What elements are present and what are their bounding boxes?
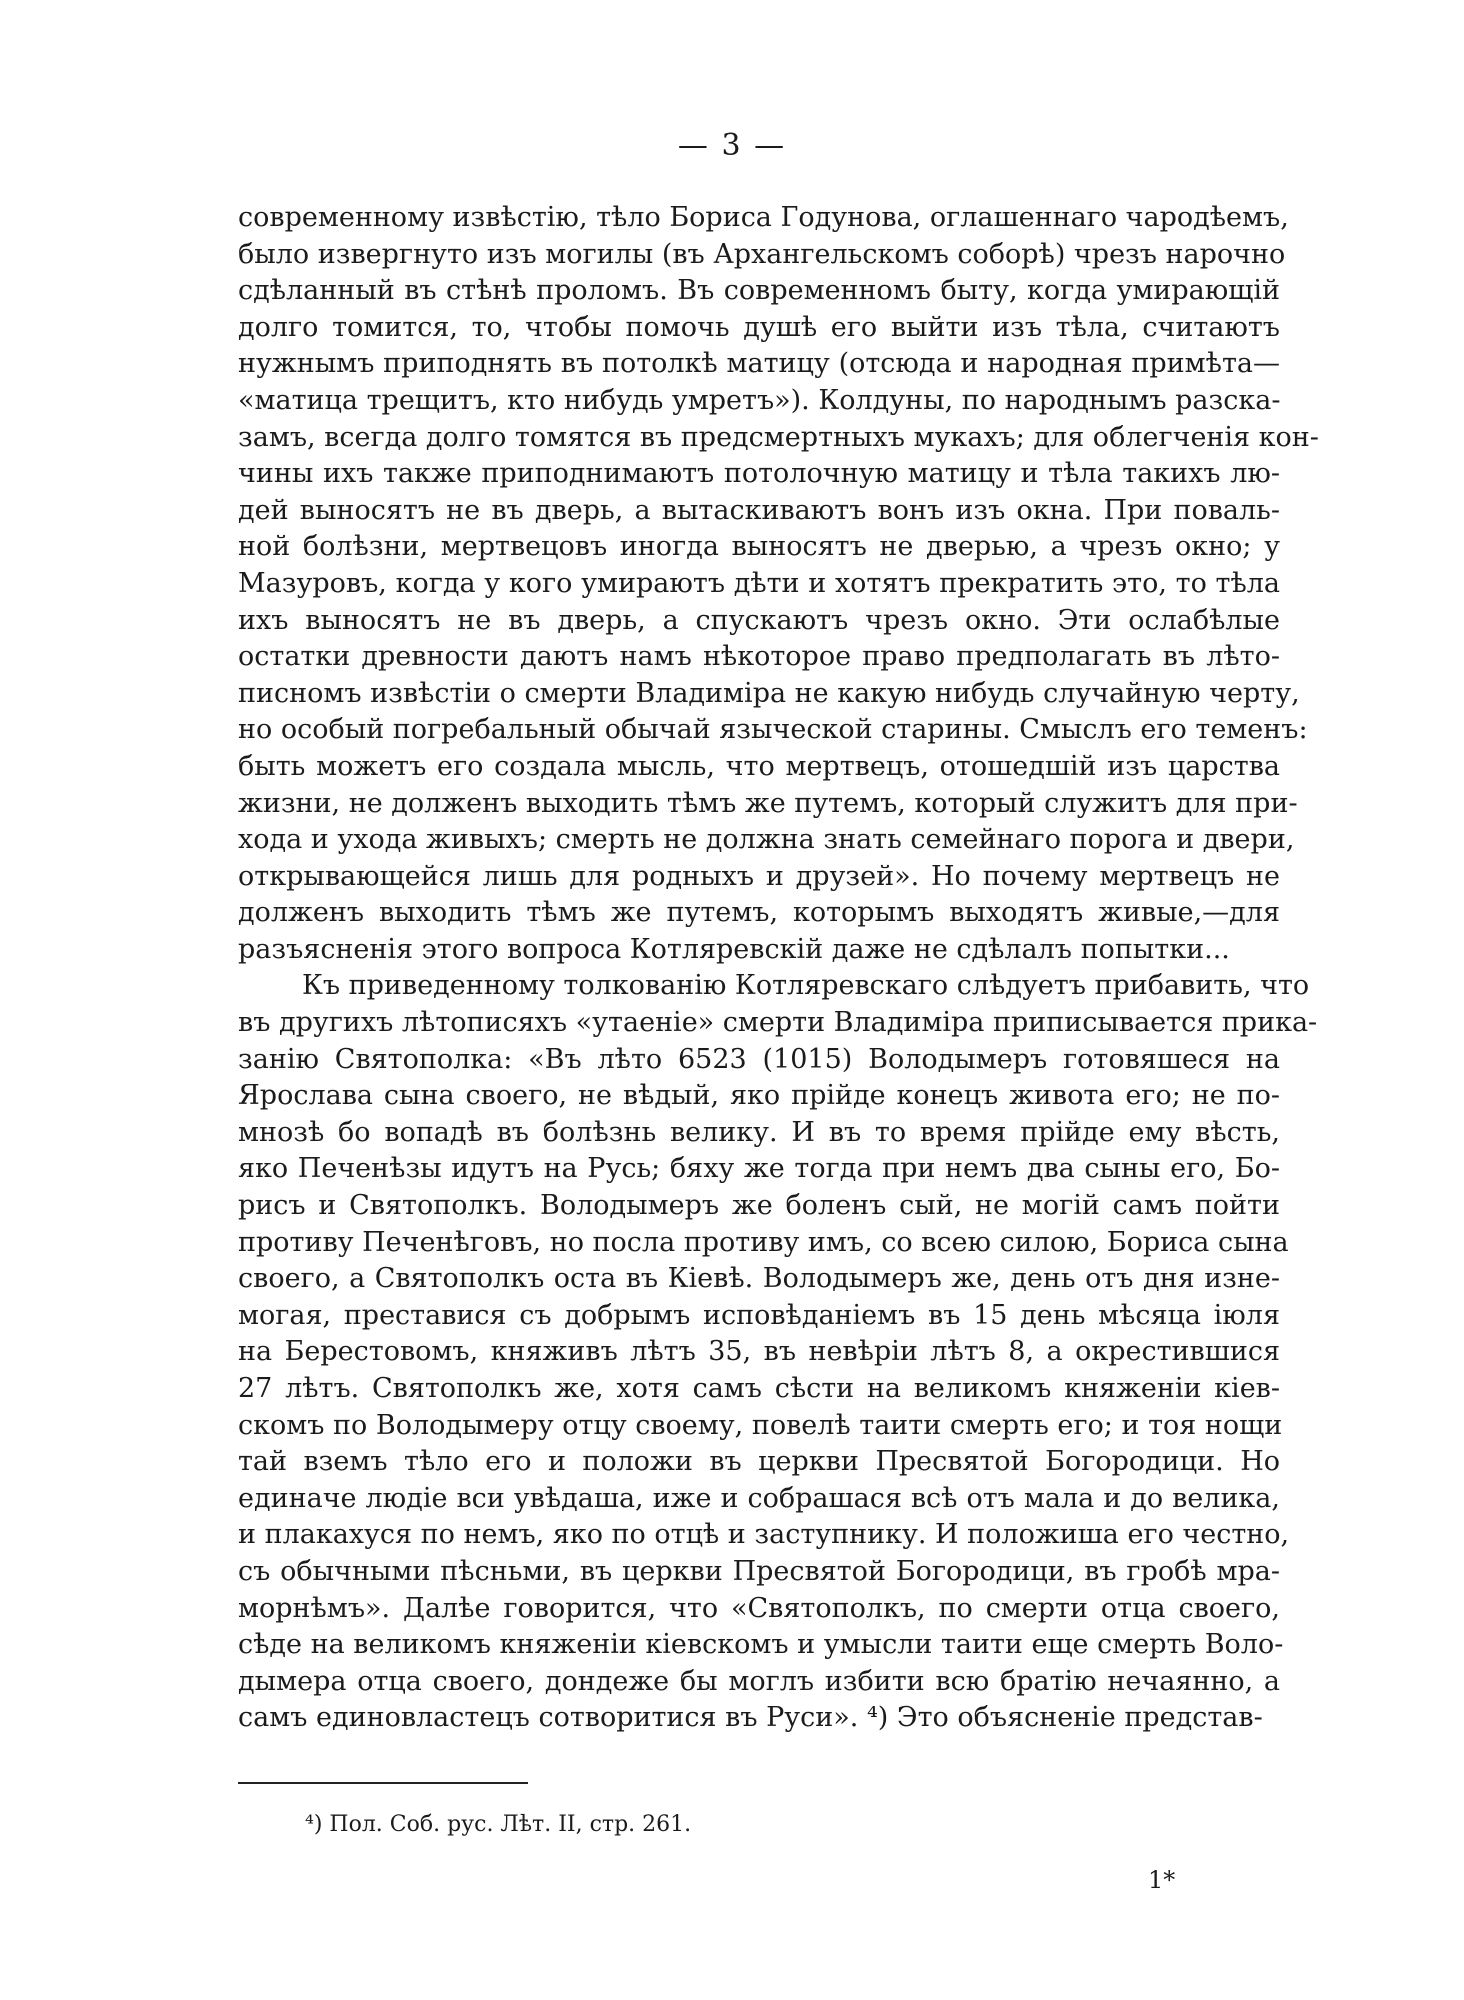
text-line: тай вземъ тѣло его и положи въ церкви Пресвятой Богородици. Но	[238, 1446, 1280, 1478]
text-line: остатки древности даютъ намъ нѣкоторое право предполагать въ лѣто-	[238, 641, 1280, 673]
text-line: писномъ извѣстіи о смерти Владиміра не какую нибудь случайную черту,	[238, 677, 1300, 709]
text-line: Ярослава сына своего, не вѣдый, яко прійде конецъ живота его; не по-	[238, 1080, 1280, 1112]
text-line: мнозѣ бо вопадѣ въ болѣзнь велику. И въ то время прійде ему вѣсть,	[238, 1116, 1280, 1148]
text-line: противу Печенѣговъ, но посла противу имъ, со всею силою, Бориса сына	[238, 1226, 1289, 1258]
text-line: нужнымъ приподнять въ потолкѣ матицу (отсюда и народная примѣта—	[238, 348, 1280, 380]
text-line: долженъ выходить тѣмъ же путемъ, которымъ выходятъ живые,—для	[238, 897, 1280, 929]
text-line: но особый погребальный обычай языческой старины. Смыслъ его теменъ:	[238, 714, 1308, 746]
text-line: ихъ выносятъ не въ дверь, а спускаютъ чрезъ окно. Эти ослабѣлые	[238, 604, 1280, 636]
body-text	[238, 200, 1319, 1737]
text-line: могая, преставися съ добрымъ исповѣданіемъ въ 15 день мѣсяца іюля	[238, 1299, 1280, 1331]
text-line: занію Святополка: «Въ лѣто 6523 (1015) Володымеръ готовяшеся на	[238, 1043, 1280, 1075]
text-line: дей выносятъ не въ дверь, а вытаскиваютъ вонъ изъ окна. При поваль-	[238, 494, 1280, 526]
footnote-divider	[238, 1782, 528, 1784]
text-line: было извергнуто изъ могилы (въ Архангельскомъ соборѣ) чрезъ нарочно	[238, 238, 1286, 270]
text-line: чины ихъ также приподнимаютъ потолочную матицу и тѣла такихъ лю-	[238, 458, 1280, 490]
page-number: — 3 —	[677, 128, 787, 163]
text-line: разъясненія этого вопроса Котляревскій даже не сдѣлалъ попытки...	[238, 933, 1230, 965]
text-line: скомъ по Володымеру отцу своему, повелѣ таити смерть его; и тоя нощи	[238, 1409, 1283, 1441]
text-line: хода и ухода живыхъ; смерть не должна знать семейнаго порога и двери,	[238, 824, 1295, 856]
text-line: «матица трещитъ, кто нибудь умретъ»). Колдуны, по народнымъ разска-	[238, 384, 1281, 416]
footnote: ⁴) Пол. Соб. рус. Лѣт. II, стр. 261.	[305, 1812, 692, 1837]
text-line: ной болѣзни, мертвецовъ иногда выносятъ не дверью, а чрезъ окно; у	[238, 531, 1280, 563]
text-line: въ другихъ лѣтописяхъ «утаеніе» смерти Владиміра приписывается прика-	[238, 1007, 1318, 1039]
text-line: съ обычными пѣсньми, въ церкви Пресвятой Богородици, въ гробѣ мра-	[238, 1555, 1280, 1587]
text-line: замъ, всегда долго томятся въ предсмертныхъ мукахъ; для облегченія кон-	[238, 421, 1319, 453]
text-line: на Берестовомъ, княживъ лѣтъ 35, въ невѣріи лѣтъ 8, а окрестившися	[238, 1336, 1280, 1368]
text-line: самъ единовластецъ сотворитися въ Руси». ⁴) Это объясненіе представ-	[238, 1702, 1263, 1734]
text-line: и плакахуся по немъ, яко по отцѣ и заступнику. И положиша его честно,	[238, 1519, 1290, 1551]
text-line: сдѣланный въ стѣнѣ проломъ. Въ современномъ быту, когда умирающій	[238, 275, 1280, 307]
text-line: жизни, не долженъ выходить тѣмъ же путемъ, который служитъ для при-	[238, 787, 1298, 819]
text-line: долго томится, то, чтобы помочь душѣ его выйти изъ тѣла, считаютъ	[238, 311, 1280, 343]
text-line: Мазуровъ, когда у кого умираютъ дѣти и хотятъ прекратить это, то тѣла	[238, 567, 1280, 599]
text-line: 27 лѣтъ. Святополкъ же, хотя самъ сѣсти на великомъ княженіи кіев-	[238, 1373, 1280, 1404]
text-line: морнѣмъ». Далѣе говорится, что «Святополкъ, по смерти отца своего,	[238, 1592, 1280, 1624]
text-line: открывающейся лишь для родныхъ и друзей». Но почему мертвецъ не	[238, 860, 1280, 892]
text-line: единаче людіе вси увѣдаша, иже и собрашася всѣ отъ мала и до велика,	[238, 1482, 1280, 1514]
text-line: современному извѣстію, тѣло Бориса Годунова, оглашеннаго чародѣемъ,	[238, 202, 1289, 233]
text-line: яко Печенѣзы идутъ на Русь; бяху же тогда при немъ два сыны его, Бо-	[238, 1153, 1280, 1185]
text-line: своего, а Святополкъ оста въ Кіевѣ. Володымеръ же, день отъ дня изне-	[238, 1263, 1280, 1295]
text-line: Къ приведенному толкованію Котляревскаго слѣдуетъ прибавить, что	[302, 970, 1310, 1002]
text-line: дымера отца своего, дондеже бы моглъ избити всю братію нечаянно, а	[238, 1665, 1280, 1697]
text-line: рисъ и Святополкъ. Володымеръ же боленъ сый, не могій самъ пойти	[238, 1190, 1280, 1222]
signature-mark: 1*	[1148, 1866, 1176, 1894]
text-line: быть можетъ его создала мысль, что мертвецъ, отошедшій изъ царства	[238, 750, 1280, 782]
text-line: сѣде на великомъ княженіи кіевскомъ и умысли таити еще смерть Воло-	[238, 1629, 1284, 1661]
